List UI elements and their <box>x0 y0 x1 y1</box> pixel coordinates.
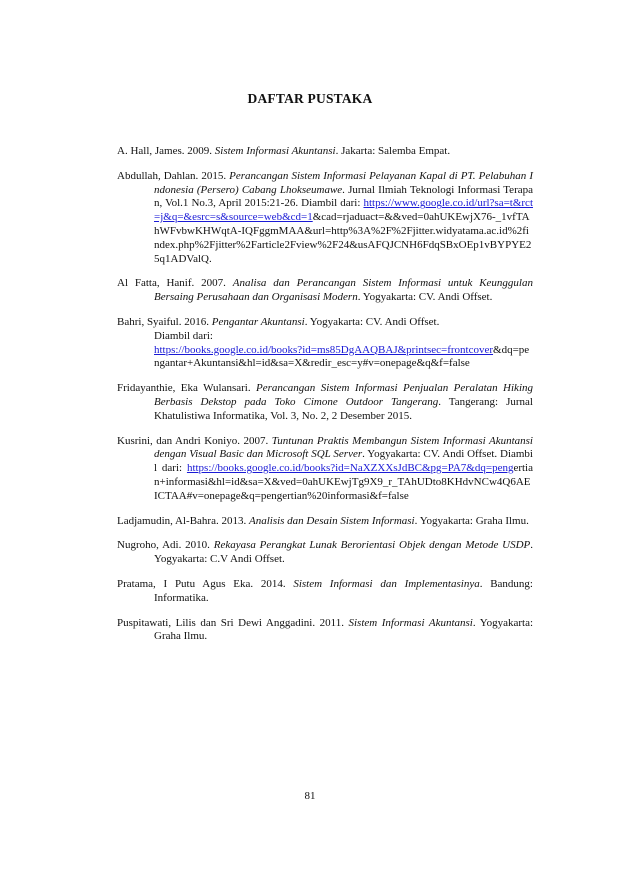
reference-authors: Bahri, Syaiful. 2016. <box>117 315 212 328</box>
page-title: DAFTAR PUSTAKA <box>247 91 373 106</box>
reference-title: Tuntunan Praktis Membangun Sistem Informasi Akuntansi dengan Visual Basic dan Microsoft SQL Server <box>154 434 533 461</box>
reference-authors: Kusrini, dan Andri Koniyo. 2007. <box>117 434 272 447</box>
reference-source-label: Diambil dari: <box>154 329 213 342</box>
reference-link[interactable]: https://www.google.co.id/url?sa=t&rct=j&q=&esrc=s&source=web&cd=1 <box>154 197 533 224</box>
reference-entry <box>117 170 533 267</box>
reference-publisher: . Yogyakarta: Graha Ilmu. <box>154 616 534 643</box>
reference-publisher: . Bandung: Informatika. <box>154 577 533 604</box>
reference-publisher: . Yogyakarta: C.V Andi Offset. <box>154 539 534 566</box>
reference-url-tail: ertian+informasi&hl=id&sa=X&ved=0ahUKEwjTg9X9_r_TAhUDto8KHdvNCw4Q6AEICTAA#v=onepage&q=pengertian%20informasi&f=false <box>154 462 533 502</box>
reference-authors: Abdullah, Dahlan. 2015. <box>117 169 230 182</box>
reference-entry <box>117 515 533 529</box>
reference-authors: Fridayanthie, Eka Wulansari. <box>117 382 257 395</box>
reference-authors: Al Fatta, Hanif. 2007. <box>117 277 233 290</box>
reference-entry <box>117 539 533 567</box>
reference-title: Sistem Informasi Akuntansi <box>348 616 473 629</box>
reference-publisher: . Yogyakarta: Graha Ilmu. <box>414 514 529 527</box>
reference-link[interactable]: https://books.google.co.id/books?id=NaXZXXsJdBC&pg=PA7&dq=peng <box>186 462 514 475</box>
reference-title: Rekayasa Perangkat Lunak Berorientasi Objek dengan Metode USDP <box>213 539 531 552</box>
reference-title: Perancangan Sistem Informasi Pelayanan Kapal di PT. Pelabuhan Indonesia (Persero) Cabang Lhokseumawe <box>154 169 533 196</box>
reference-title: Perancangan Sistem Informasi Penjualan Peralatan Hiking Berbasis Dekstop pada Toko Cimone Outdoor Tangerang <box>154 382 533 408</box>
reference-list <box>117 134 533 655</box>
reference-authors: Puspitawati, Lilis dan Sri Dewi Anggadini. 2011. <box>117 616 349 629</box>
reference-publisher: . Yogyakarta: CV. Andi Offset. <box>357 291 493 304</box>
reference-authors: Pratama, I Putu Agus Eka. 2014. <box>117 577 294 590</box>
reference-publisher: . Jakarta: Salemba Empat. <box>335 145 451 157</box>
reference-title: Pengantar Akuntansi <box>211 315 305 328</box>
reference-title: Sistem Informasi dan Implementasinya <box>293 577 480 590</box>
reference-title: Analisis dan Desain Sistem Informasi <box>248 514 415 527</box>
reference-publisher: . Tangerang: Jurnal Khatulistiwa Informatika, Vol. 3, No. 2, 2 Desember 2015. <box>154 395 533 422</box>
page-number: 81 <box>304 790 316 802</box>
reference-entry <box>117 145 533 159</box>
reference-entry <box>117 435 533 504</box>
reference-title: Sistem Informasi Akuntansi <box>214 145 336 157</box>
reference-entry <box>117 617 533 645</box>
reference-publisher: . Yogyakarta: CV. Andi Offset. Diambil dari: <box>154 448 533 475</box>
reference-url-tail: &cad=rjaduact=&&ved=0ahUKEwjX76-_1vfTAhWFvbwKHWqtA-IQFggmMAA&url=http%3A%2F%2Fjitter.widyatama.ac.id%2findex.php%2Fjitter%2Farticle2Fview%2F24&usAFQJCNH6FdqSBxOEp1vBYPYE25q1ADValQ. <box>154 211 532 265</box>
reference-title: Analisa dan Perancangan Sistem Informasi untuk Keunggulan Bersaing Perusahaan dan Organisasi Modern <box>154 277 533 304</box>
reference-publisher: . Yogyakarta: CV. Andi Offset. <box>304 315 440 328</box>
reference-link[interactable]: https://books.google.co.id/books?id=ms85DgAAQBAJ&printsec=frontcover <box>154 343 494 356</box>
reference-authors: A. Hall, James. 2009. <box>117 145 215 157</box>
reference-publisher: . Jurnal Ilmiah Teknologi Informasi Terapan, Vol.1 No.3, April 2015:21-26. Diambil dari: <box>154 183 533 210</box>
reference-entry <box>117 277 533 305</box>
reference-entry <box>117 382 533 423</box>
reference-entry <box>117 578 533 606</box>
reference-url-tail: &dq=pengantar+Akuntansi&hl=id&sa=X&redir_esc=y#v=onepage&q&f=false <box>154 343 530 370</box>
reference-entry <box>117 316 533 371</box>
reference-authors: Nugroho, Adi. 2010. <box>117 539 214 552</box>
reference-authors: Ladjamudin, Al-Bahra. 2013. <box>117 514 249 527</box>
